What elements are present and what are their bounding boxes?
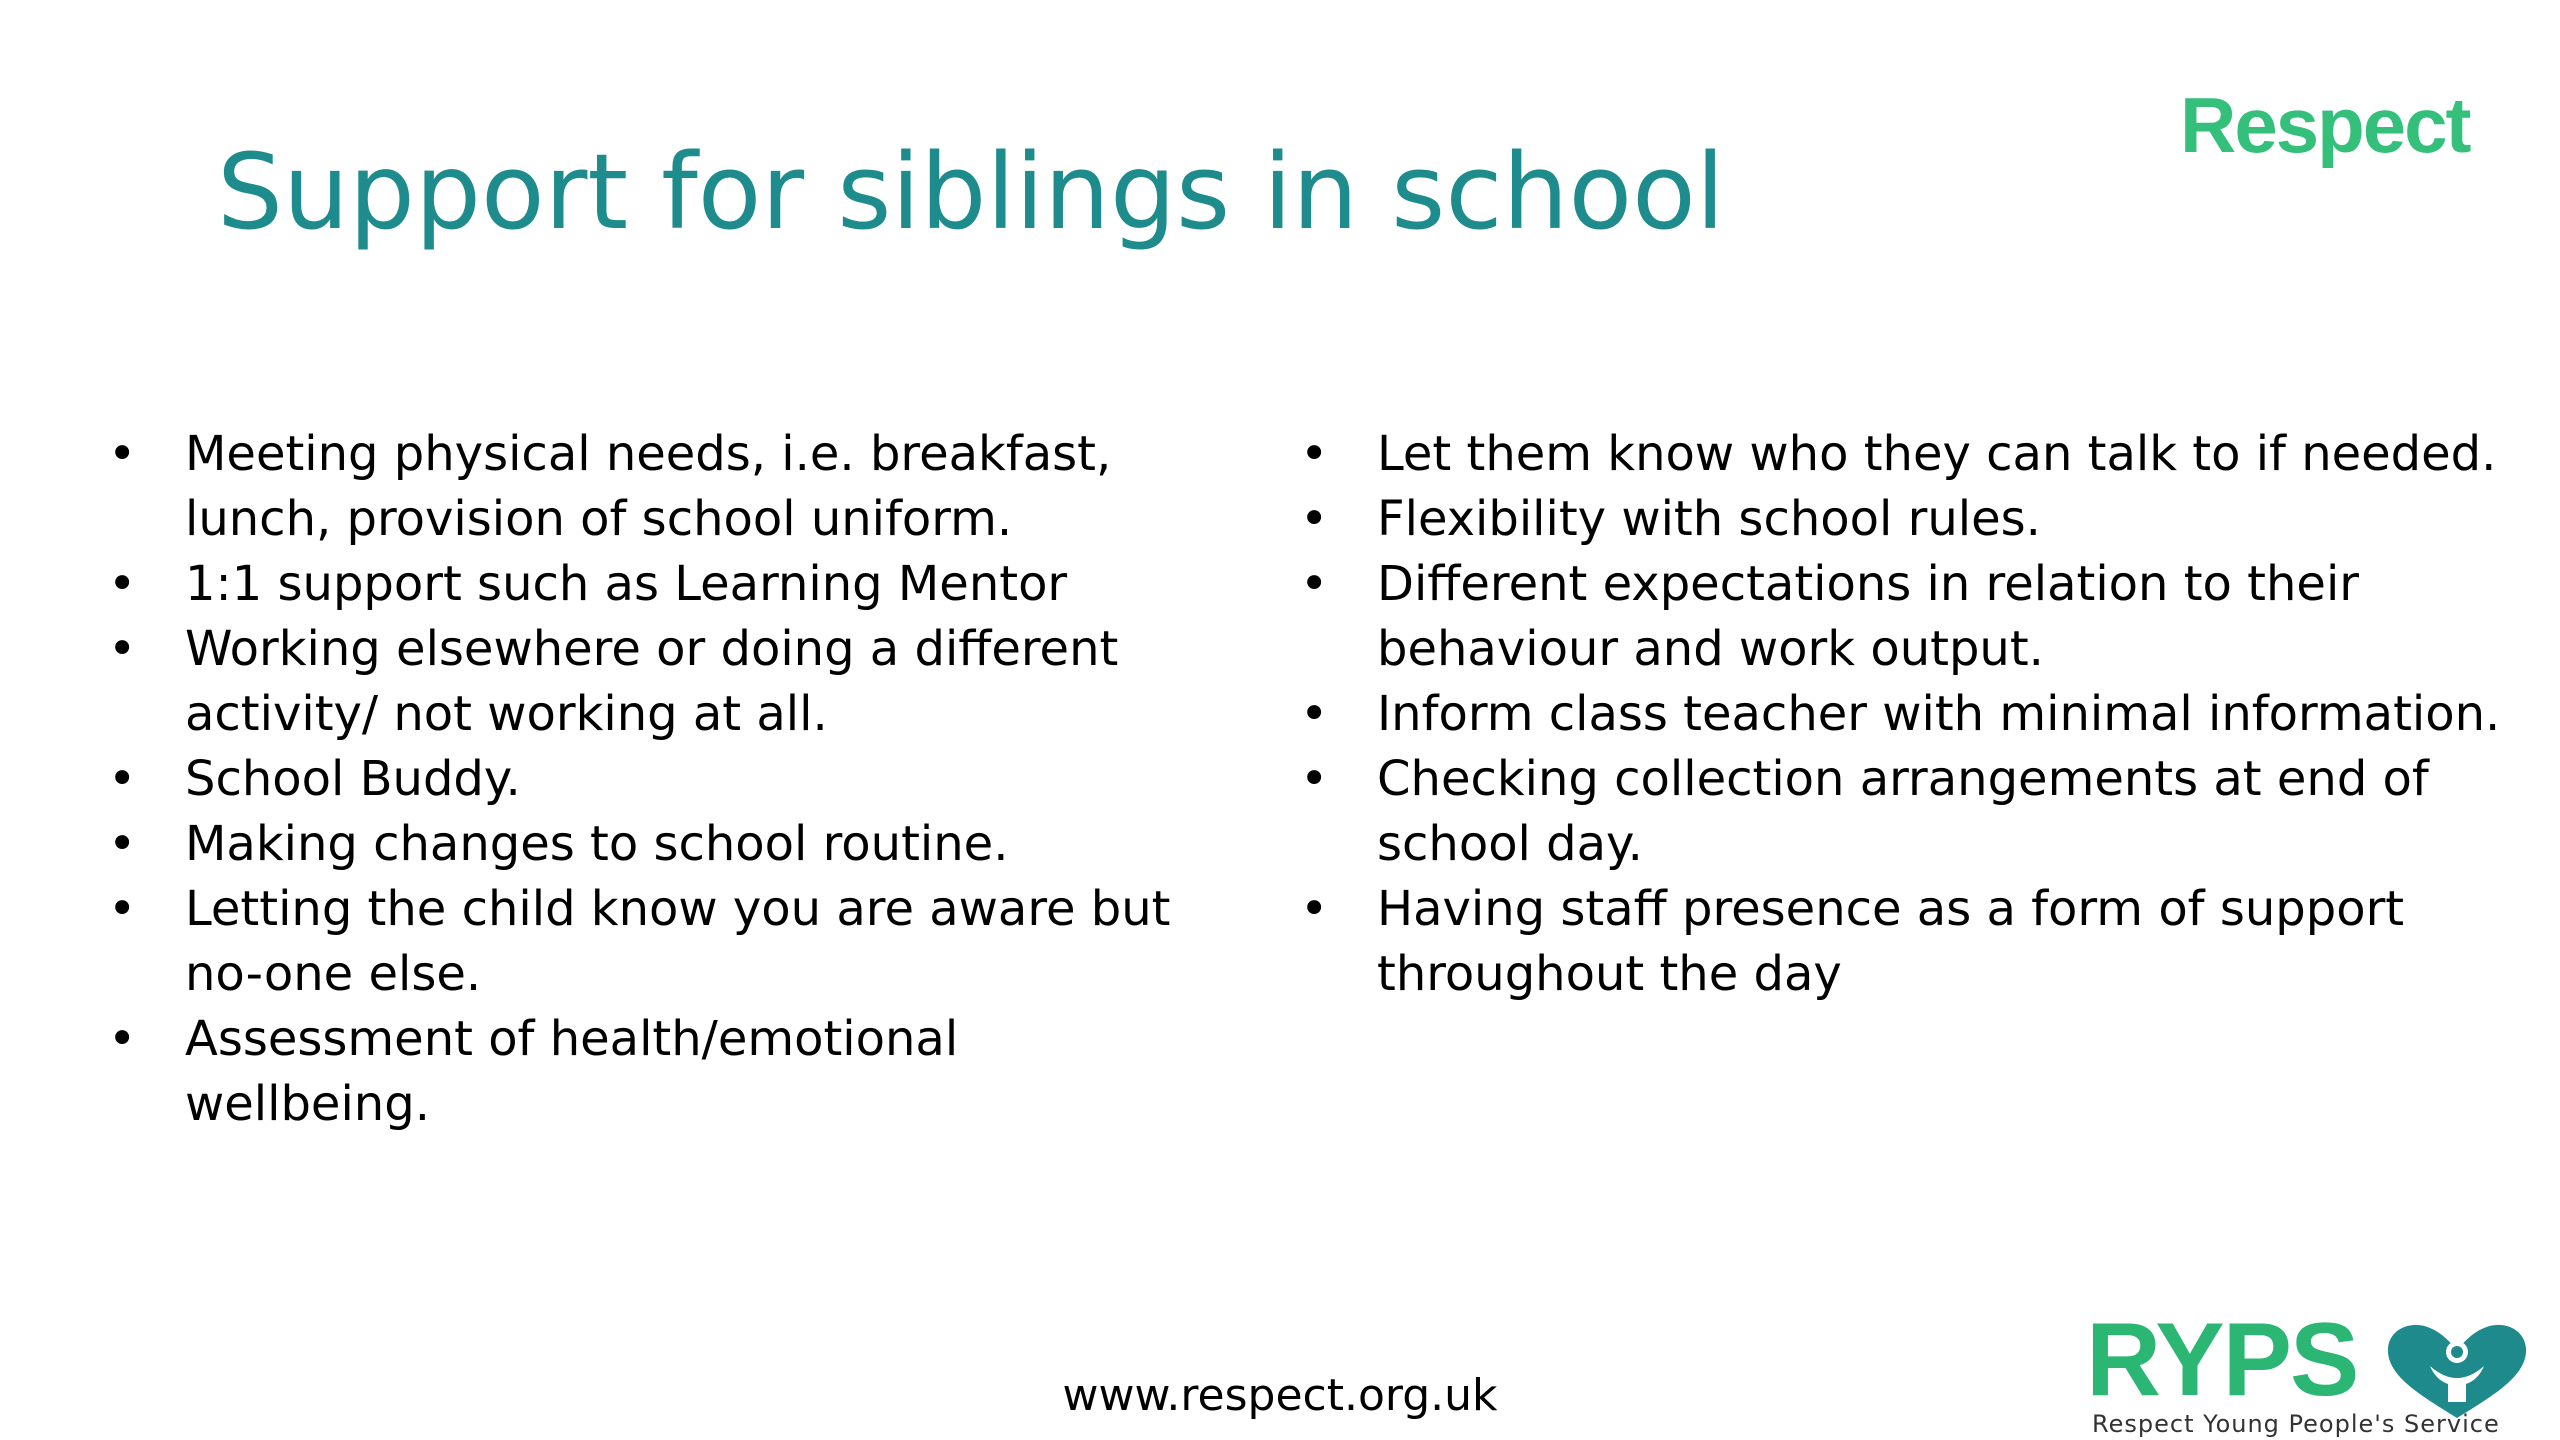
ryps-logo-letters: RYPS — [2086, 1302, 2358, 1418]
bullet-item: • Assessment of health/emotional wellbeing. — [108, 1007, 1198, 1137]
left-bullet-list — [108, 422, 1198, 1137]
bullet-item: • Meeting physical needs, i.e. breakfast, lunch, provision of school uniform. — [108, 422, 1198, 552]
ryps-logo — [2086, 1302, 2546, 1440]
bullet-item: • Checking collection arrangements at end of school day. — [1300, 747, 2530, 877]
bullet-item: • Different expectations in relation to their behaviour and work output. — [1300, 552, 2530, 682]
bullet-item: • School Buddy. — [108, 747, 1198, 812]
bullet-item: • Having staff presence as a form of support throughout the day — [1300, 877, 2530, 1007]
bullet-item: • Flexibility with school rules. — [1300, 487, 2530, 552]
bullet-item: • 1:1 support such as Learning Mentor — [108, 552, 1198, 617]
right-bullet-list — [1300, 422, 2530, 1007]
bullet-item: • Letting the child know you are aware but no-one else. — [108, 877, 1198, 1007]
footer-url: www.respect.org.uk — [1062, 1370, 1498, 1421]
slide-title: Support for siblings in school — [217, 131, 1725, 253]
bullet-item: • Let them know who they can talk to if needed. — [1300, 422, 2530, 487]
bullet-item: • Working elsewhere or doing a different activity/ not working at all. — [108, 617, 1198, 747]
ryps-tagline: Respect Young People's Service — [2092, 1410, 2500, 1438]
bullet-item: • Inform class teacher with minimal information. — [1300, 682, 2530, 747]
respect-logo: Respect — [2180, 81, 2470, 169]
heart-figure-icon — [2382, 1318, 2532, 1422]
bullet-item: • Making changes to school routine. — [108, 812, 1198, 877]
